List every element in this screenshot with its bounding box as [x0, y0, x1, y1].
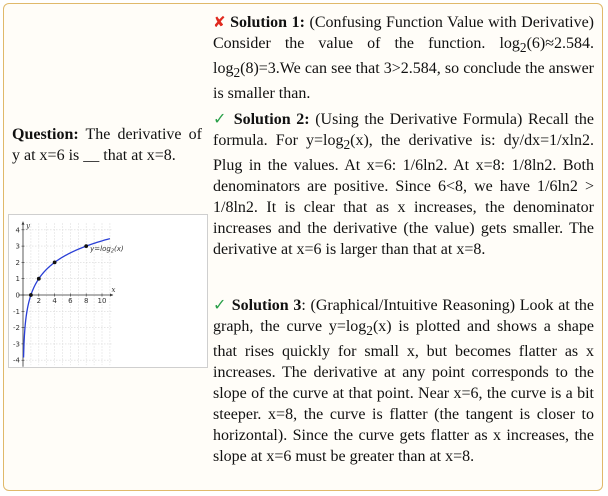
curve-point	[37, 277, 41, 281]
x-tick-label: 4	[52, 297, 57, 305]
y-tick-label: -3	[13, 340, 20, 349]
check-icon: ✓	[213, 109, 229, 128]
solution-2-title: Solution 2:	[233, 111, 310, 128]
y-tick-label: 2	[15, 258, 20, 267]
curve-label: $y=\log_2(x)$	[90, 244, 124, 255]
solution-3-title: Solution 3	[231, 297, 302, 314]
solution-2-sub-a: 2	[343, 137, 351, 153]
y-tick-label: 4	[15, 226, 20, 235]
solution-3-text-a: Look at the graph, the curve y=log	[213, 297, 595, 335]
y-axis-arrow	[22, 222, 25, 225]
y-tick-label: -2	[13, 324, 20, 333]
solution-3-text-b: (x) is plotted and shows a shape that rises quickly for small x, but becomes flatter as x increases. The derivative at any point corresponds to the slope of the curve at that point. Near x=6, the curve is a bit steeper. x=8, the curve is flatter (the tangent is closer to horizontal). Since the curve gets flatter as x increases, the slope at x=6 must be greater than at x=8.	[213, 318, 595, 466]
cross-icon: ✘	[213, 13, 226, 31]
x-tick-label: 10	[97, 297, 107, 305]
x-tick-label: 8	[83, 297, 89, 305]
solution-1-sub-a: 2	[519, 40, 527, 56]
solution-3-sub-a: 2	[366, 323, 373, 339]
x-tick-label: 6	[68, 297, 73, 305]
question-text: The derivative of y at x=6 is __ that at x=8.	[12, 126, 202, 164]
log-graph	[8, 214, 208, 368]
x-tick-label: 2	[36, 297, 42, 305]
solution-1-text-c: (8)=3.We can see that 3>2.584, so conclude the answer is smaller than.	[213, 60, 594, 103]
question-label: Question:	[12, 126, 79, 143]
y-tick-label: -1	[13, 307, 20, 316]
check-icon: ✓	[213, 295, 228, 314]
solution-2-text-b: (x), the derivative is: dy/dx=1/xln2. Plug in the values. At x=6: 1/6ln2. At x=8: 1/8ln2. Both denominators are positive. Since 6<8, we have 1/6ln2 > 1/8ln2. It is clear that as x increases, the denominator increases and the derivative (the value) gets smaller. The derivative at x=6 is larger than that at x=8.	[213, 132, 594, 259]
solution-2	[213, 108, 594, 260]
solution-1	[213, 12, 594, 104]
solution-1-title: Solution 1:	[230, 14, 305, 31]
y-tick-label: 0	[15, 291, 20, 300]
solution-1-sub-b: 2	[233, 65, 241, 81]
solution-2-subtitle: (Using the Derivative Formula)	[309, 111, 523, 128]
solution-1-text-b: (6)≈2.584. log	[213, 35, 594, 78]
question-block	[12, 124, 202, 166]
y-tick-label: 1	[15, 275, 20, 284]
y-tick-label: 3	[15, 242, 20, 251]
y-tick-label: -4	[13, 356, 20, 365]
curve-point	[84, 244, 88, 248]
solution-3	[213, 294, 594, 467]
solution-1-subtitle: (Confusing Function Value with Derivative)	[304, 14, 595, 31]
log-graph-svg	[9, 215, 207, 367]
solution-2-text-a: Recall the formula. For y=log	[213, 111, 595, 149]
solution-1-text-a: Consider the value of the function. log	[213, 35, 520, 52]
curve-point	[29, 293, 33, 297]
solution-3-subtitle: : (Graphical/Intuitive Reasoning)	[301, 297, 516, 314]
y-axis-label: y	[26, 222, 30, 231]
curve-point	[53, 261, 57, 265]
x-axis-label: x	[111, 286, 116, 294]
